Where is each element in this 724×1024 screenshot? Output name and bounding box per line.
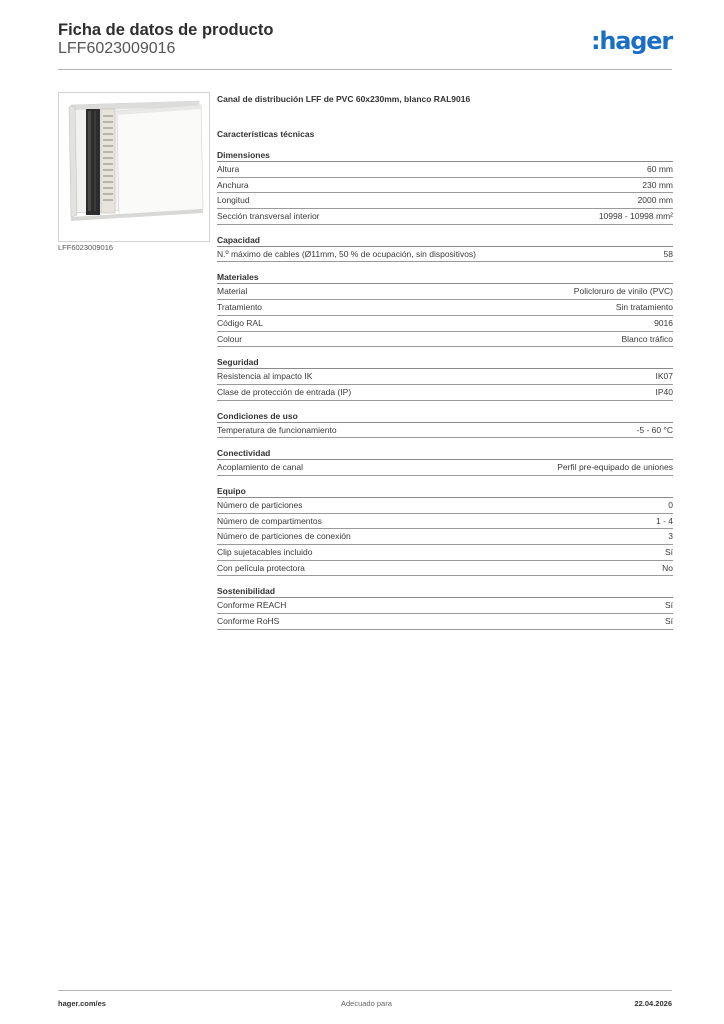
spec-value: 1 - 4 [655,515,673,526]
spec-value: 58 [663,248,673,259]
spec-row [217,598,673,614]
product-image [58,92,210,242]
spec-row [217,369,673,385]
spec-section [217,410,673,439]
spec-section [217,234,673,263]
page-header [58,21,672,70]
spec-row [217,423,673,439]
spec-label: Número de particiones de conexión [217,531,351,542]
spec-section [217,149,673,225]
spec-row [217,561,673,577]
spec-section [217,447,673,476]
spec-label: Altura [217,164,240,174]
spec-label: Clip sujetacables incluido [217,547,313,557]
cable-trunking-product-photo-icon [59,93,209,241]
spec-label: Conforme RoHS [217,616,280,627]
spec-table [217,283,673,347]
spec-row [217,316,673,332]
spec-value: Sin tratamiento [615,302,673,313]
image-caption: LFF6023009016 [58,243,114,252]
spec-table [217,422,673,439]
spec-row [217,614,673,630]
spec-row [217,385,673,401]
spec-value: Policloruro de vinilo (PVC) [573,286,673,297]
footer-suitable-for: Adecuado para [341,999,392,1008]
spec-row [217,162,673,178]
section-title: Condiciones de uso [217,410,298,421]
spec-label: Anchura [217,179,249,190]
spec-value: IK07 [655,371,673,382]
section-title: Equipo [217,485,246,496]
spec-label: N.º máximo de cables (Ø11mm, 50 % de ocupación, sin dispositivos) [217,248,477,259]
spec-label: Número de particiones [217,499,303,510]
spec-value: 10998 - 10998 mm² [598,211,673,222]
spec-row [217,460,673,476]
spec-value: Sí [664,547,673,557]
spec-label: Acoplamiento de canal [217,462,304,473]
spec-row [217,545,673,561]
spec-value: 9016 [654,317,673,328]
spec-table [217,459,673,476]
spec-value: 230 mm [642,179,673,190]
spec-label: Conforme REACH [217,600,287,611]
section-title: Conectividad [217,448,271,459]
spec-row [217,300,673,316]
product-details [217,92,673,630]
product-title: Canal de distribución LFF de PVC 60x230mm, blanco RAL9016 [217,94,471,104]
document-title: Ficha de datos de producto [58,21,274,39]
spec-row [217,209,673,225]
section-title: Materiales [217,272,259,283]
spec-label: Tratamiento [217,302,263,313]
spec-row [217,332,673,348]
spec-label: Material [217,286,248,297]
spec-row [217,514,673,530]
spec-table [217,246,673,263]
spec-value: 0 [668,499,673,510]
footer-date: 22.04.2026 [634,999,672,1008]
spec-table [217,597,673,629]
spec-value: Perfil pre-equipado de uniones [557,462,673,473]
spec-table [217,368,673,400]
spec-value: 2000 mm [637,195,673,206]
spec-label: Longitud [217,195,250,206]
spec-table [217,161,673,225]
page-footer [58,990,672,1011]
spec-section [217,485,673,576]
spec-row [217,178,673,194]
spec-label: Número de compartimentos [217,515,322,526]
spec-value: Sí [664,600,673,611]
spec-label: Sección transversal interior [217,211,320,222]
spec-value: No [662,562,673,573]
spec-value: IP40 [655,386,673,397]
spec-row [217,247,673,263]
spec-row [217,498,673,514]
spec-label: Código RAL [217,317,263,328]
spec-row [217,193,673,209]
spec-label: Clase de protección de entrada (IP) [217,386,352,397]
spec-section [217,585,673,629]
spec-label: Temperatura de funcionamiento [217,424,337,435]
section-title: Capacidad [217,234,260,245]
spec-value: 60 mm [647,164,673,174]
spec-section [217,356,673,400]
hager-logo: :hager [591,27,672,55]
spec-label: Colour [217,333,243,344]
section-title: Sostenibilidad [217,586,276,597]
spec-label: Con película protectora [217,562,305,573]
section-title: Seguridad [217,357,259,368]
spec-value: Sí [664,616,673,627]
technical-heading: Características técnicas [217,129,315,139]
spec-sections [217,149,673,630]
section-title: Dimensiones [217,150,270,160]
spec-section [217,271,673,347]
footer-website: hager.com/es [58,999,106,1008]
spec-value: 3 [668,531,673,542]
spec-row [217,284,673,300]
spec-table [217,497,673,576]
spec-row [217,529,673,545]
spec-label: Resistencia al impacto IK [217,371,313,382]
spec-value: Blanco tráfico [621,333,673,344]
product-code: LFF6023009016 [58,40,176,57]
spec-value: -5 - 60 °C [636,424,673,435]
